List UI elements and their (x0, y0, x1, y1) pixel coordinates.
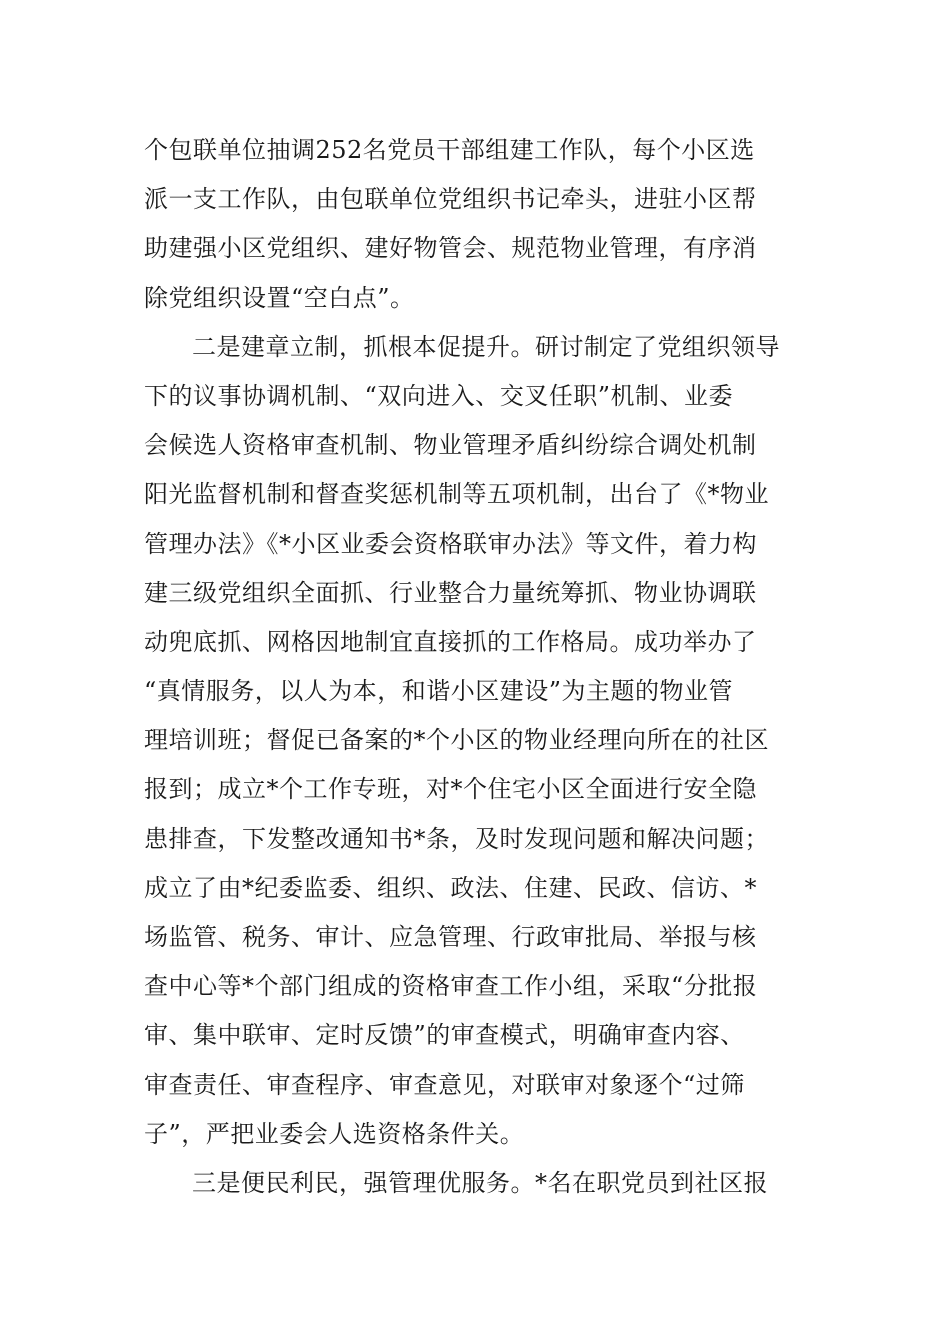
text-line: 派一支工作队，由包联单位党组织书记牵头，进驻小区帮 (144, 185, 757, 214)
text-line: 报到；成立*个工作专班，对*个住宅小区全面进行安全隐 (144, 775, 757, 804)
text-line: 子”，严把业委会人选资格条件关。 (144, 1119, 525, 1148)
paragraph-3 (144, 1159, 814, 1208)
text-line: 患排查，下发整改通知书*条，及时发现问题和解决问题； (144, 824, 769, 853)
paragraph-2 (144, 323, 814, 1159)
text-line: 成立了由*纪委监委、组织、政法、住建、民政、信访、* (144, 873, 757, 902)
text-line: 三是便民利民，强管理优服务。*名在职党员到社区报 (192, 1168, 768, 1197)
text-line: 审、集中联审、定时反馈”的审查模式，明确审查内容、 (144, 1021, 745, 1050)
text-line: 管理办法》《*小区业委会资格联审办法》等文件，着力构 (144, 529, 757, 558)
text-line: 建三级党组织全面抓、行业整合力量统筹抓、物业协调联 (144, 578, 757, 607)
text-line: “真情服务，以人为本，和谐小区建设”为主题的物业管 (144, 677, 734, 706)
text-line: 动兜底抓、网格因地制宜直接抓的工作格局。成功举办了 (144, 627, 757, 656)
text-line: 除党组织设置“空白点”。 (144, 283, 415, 312)
text-line: 二是建章立制，抓根本促提升。研讨制定了党组织领导 (192, 332, 780, 361)
paragraph-1 (144, 126, 814, 323)
text-line: 阳光监督机制和督查奖惩机制等五项机制，出台了《*物业 (144, 480, 769, 509)
text-line: 下的议事协调机制、“双向进入、交叉任职”机制、业委 (144, 381, 734, 410)
text-line: 查中心等*个部门组成的资格审查工作小组，采取“分批报 (144, 972, 758, 1001)
body-text (144, 126, 814, 1208)
text-line: 场监管、税务、审计、应急管理、行政审批局、举报与核 (144, 923, 757, 951)
text-line: 助建强小区党组织、建好物管会、规范物业管理，有序消 (144, 234, 757, 263)
text-line: 审查责任、审查程序、审查意见，对联审对象逐个“过筛 (144, 1070, 745, 1099)
text-line: 理培训班；督促已备案的*个小区的物业经理向所在的社区 (144, 726, 769, 755)
text-line: 个包联单位抽调252名党员干部组建工作队，每个小区选 (144, 136, 755, 164)
text-line: 会候选人资格审查机制、物业管理矛盾纠纷综合调处机制 (144, 431, 757, 460)
